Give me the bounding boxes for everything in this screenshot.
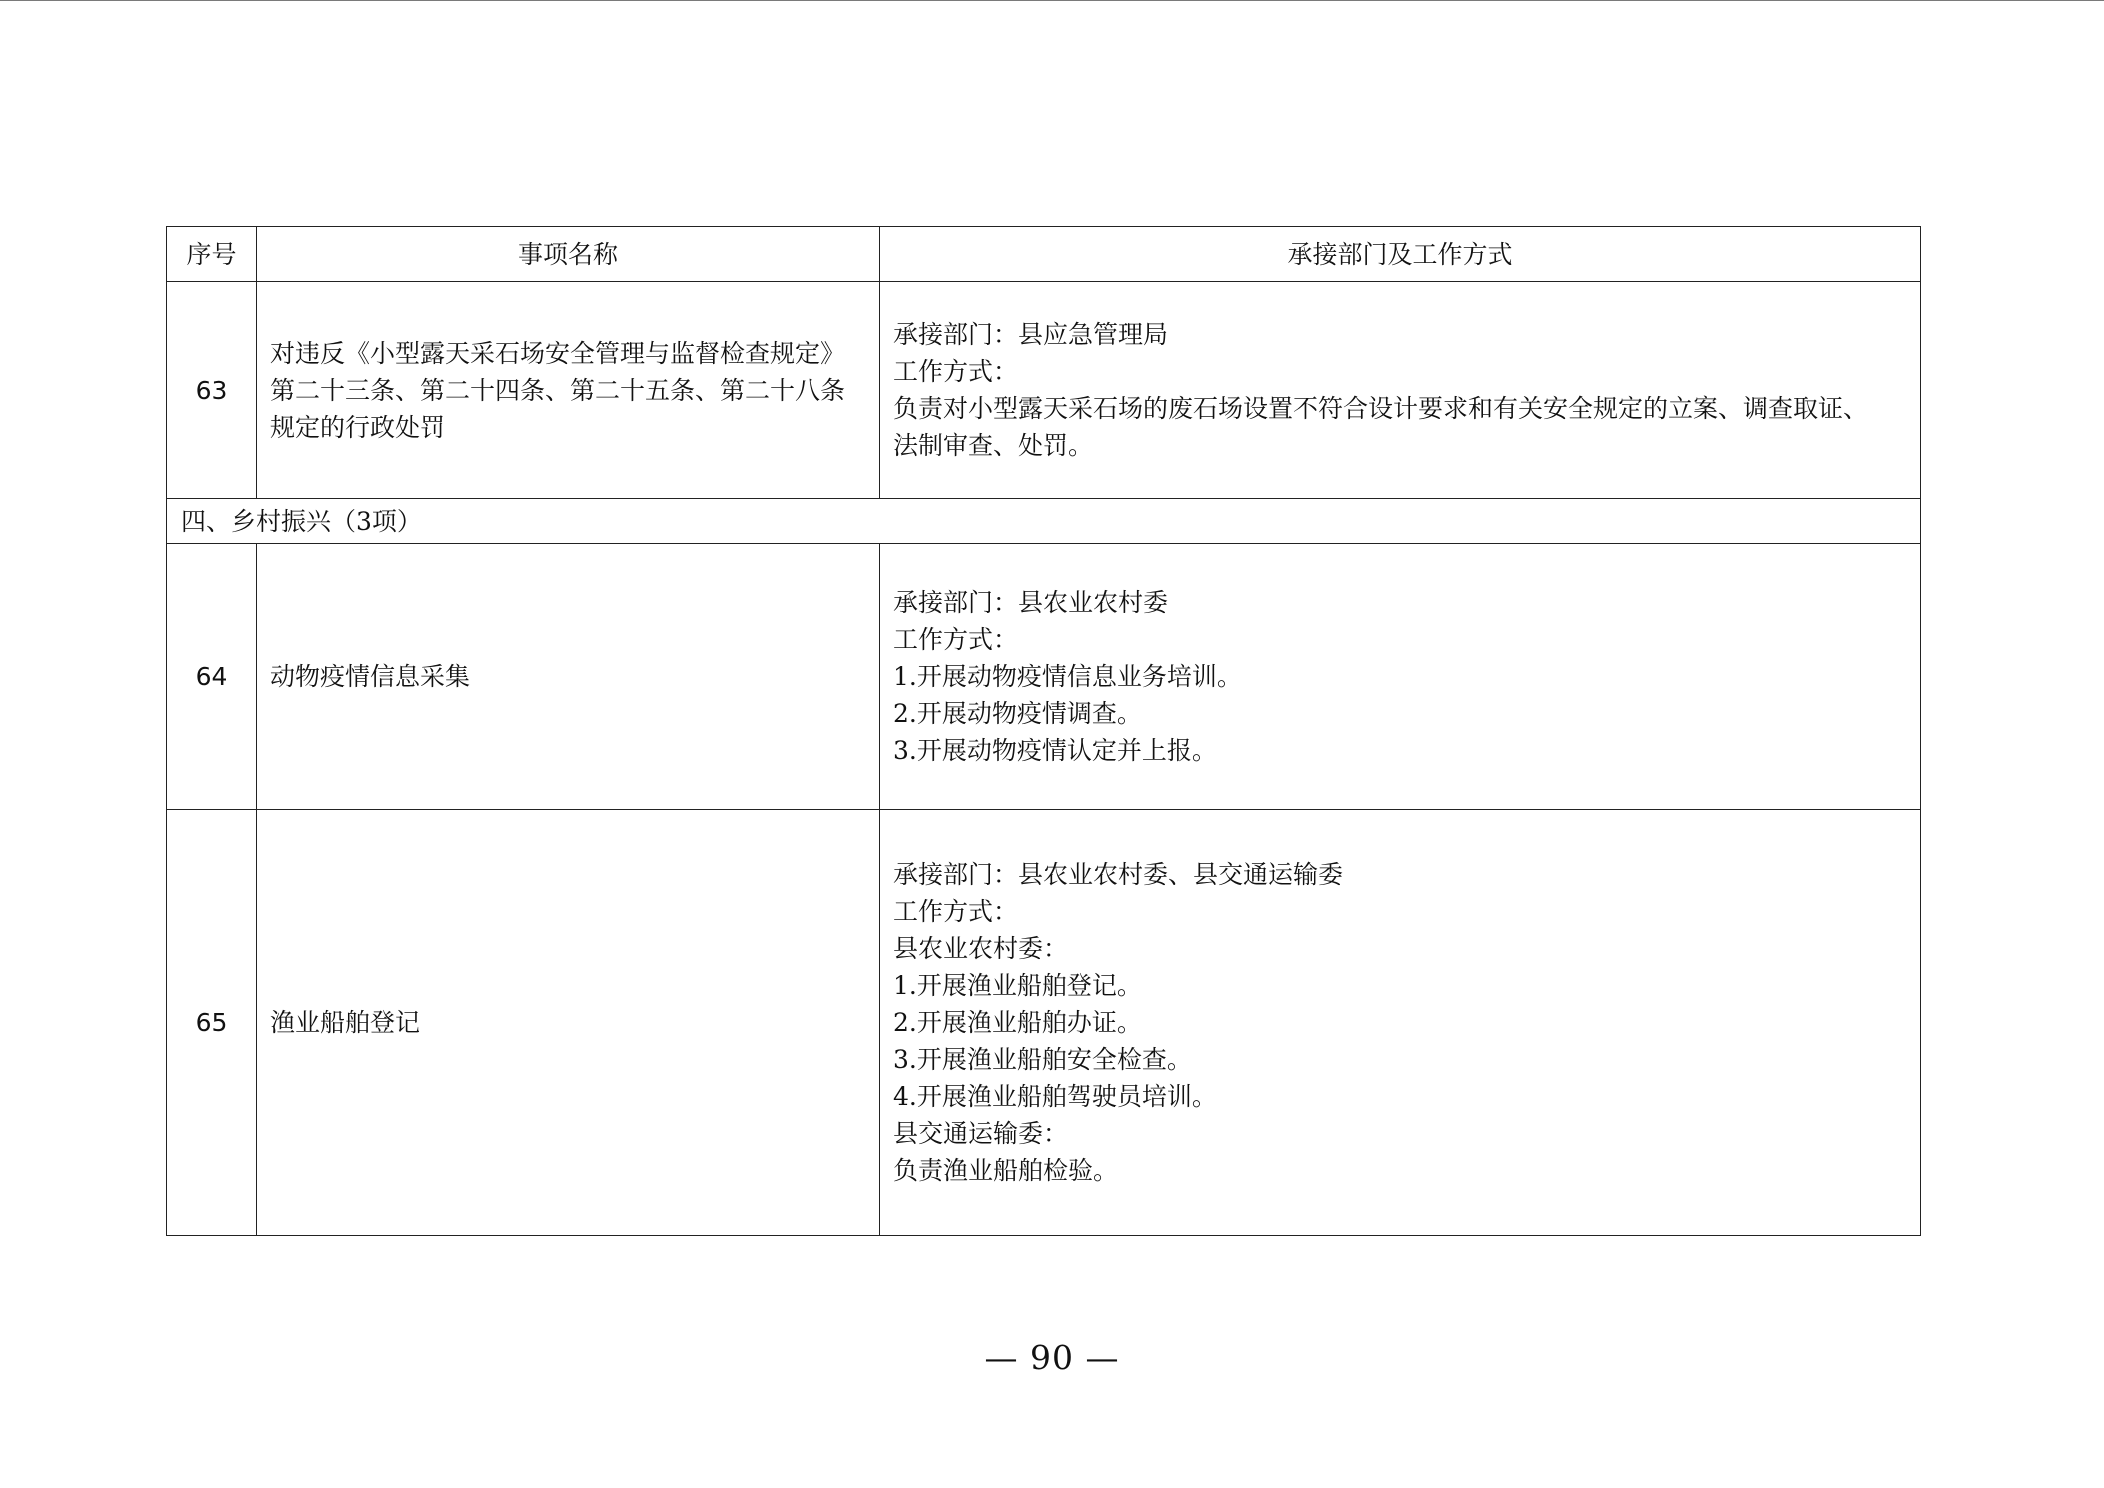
items-table xyxy=(166,226,1921,1236)
item-name-line: 第二十三条、第二十四条、第二十五条、第二十八条 xyxy=(270,375,846,405)
item-name-line: 动物疫情信息采集 xyxy=(270,662,471,691)
dept-line: 工作方式： xyxy=(893,897,1019,926)
dept-line: 承接部门：县农业农村委、县交通运输委 xyxy=(893,860,1344,889)
row-item-name xyxy=(257,810,880,1236)
dept-line: 负责对小型露天采石场的废石场设置不符合设计要求和有关安全规定的立案、调查取证、 xyxy=(893,394,1869,423)
table-row xyxy=(167,810,1921,1236)
dept-line: 承接部门：县农业农村委 xyxy=(893,588,1169,617)
item-name-line: 对违反《小型露天采石场安全管理与监督检查规定》 xyxy=(270,338,846,368)
row-item-name xyxy=(257,282,880,499)
dept-line: 县农业农村委： xyxy=(893,934,1069,963)
row-serial-number: 64 xyxy=(167,544,257,810)
dept-line: 负责渔业船舶检验。 xyxy=(893,1156,1119,1185)
top-border-line xyxy=(0,0,2104,1)
table-row xyxy=(167,544,1921,810)
row-serial-number: 65 xyxy=(167,810,257,1236)
dept-line: 1.开展渔业船舶登记。 xyxy=(893,971,1142,1000)
section-heading: 四、乡村振兴（3项） xyxy=(167,499,1921,544)
dept-line: 工作方式： xyxy=(893,357,1019,386)
dept-line: 县交通运输委： xyxy=(893,1119,1069,1148)
row-serial-number: 63 xyxy=(167,282,257,499)
section-heading-row xyxy=(167,499,1921,544)
dept-line: 3.开展渔业船舶安全检查。 xyxy=(893,1045,1192,1074)
table-header-row xyxy=(167,227,1921,282)
dept-line: 法制审查、处罚。 xyxy=(893,431,1094,460)
header-department-method: 承接部门及工作方式 xyxy=(880,227,1921,282)
header-serial-number: 序号 xyxy=(167,227,257,282)
header-item-name: 事项名称 xyxy=(257,227,880,282)
row-department-method xyxy=(880,544,1921,810)
dept-line: 工作方式： xyxy=(893,625,1019,654)
dept-line: 4.开展渔业船舶驾驶员培训。 xyxy=(893,1082,1217,1111)
row-department-method xyxy=(880,282,1921,499)
dept-line: 2.开展动物疫情调查。 xyxy=(893,699,1142,728)
dept-line: 1.开展动物疫情信息业务培训。 xyxy=(893,662,1242,691)
dept-line: 2.开展渔业船舶办证。 xyxy=(893,1008,1142,1037)
table-row xyxy=(167,282,1921,499)
dept-line: 3.开展动物疫情认定并上报。 xyxy=(893,736,1217,765)
row-item-name xyxy=(257,544,880,810)
row-department-method xyxy=(880,810,1921,1236)
item-name-line: 规定的行政处罚 xyxy=(270,412,446,442)
page-number: — 90 — xyxy=(984,1338,1120,1377)
item-name-line: 渔业船舶登记 xyxy=(270,1008,421,1037)
dept-line: 承接部门：县应急管理局 xyxy=(893,320,1169,349)
